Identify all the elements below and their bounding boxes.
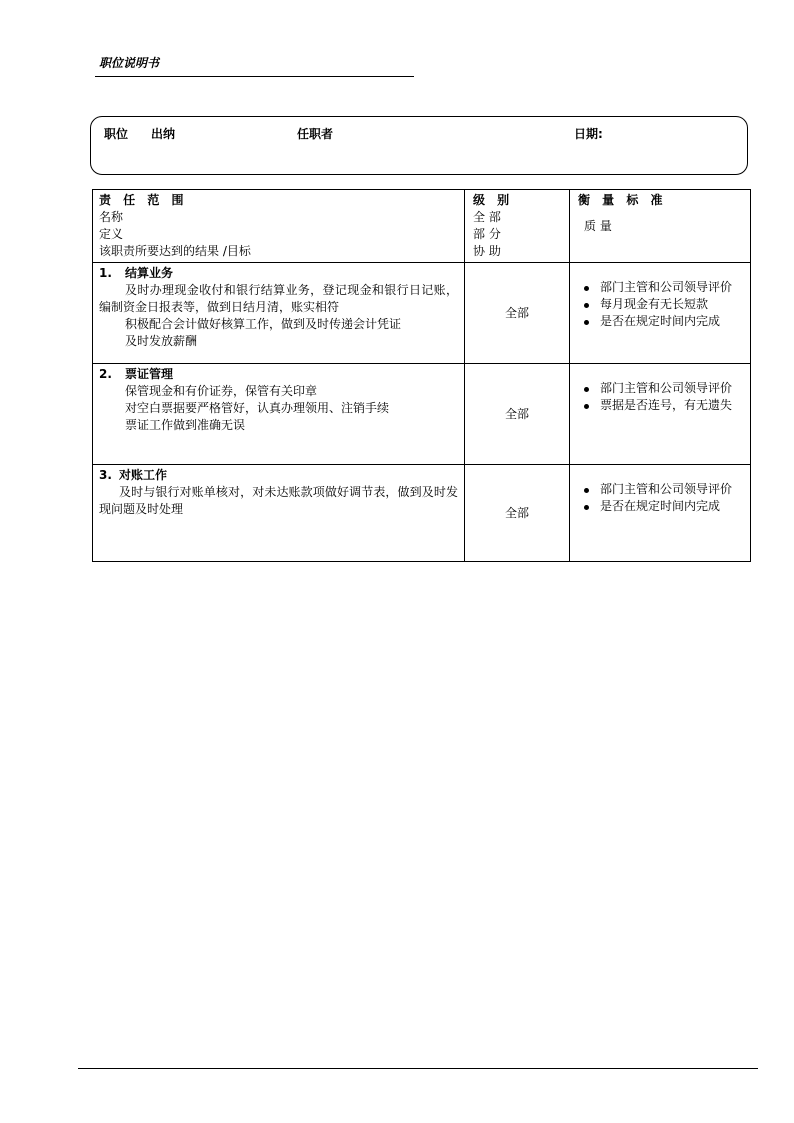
scope-cell	[93, 364, 465, 465]
list-item: 是否在规定时间内完成	[576, 498, 744, 515]
level-sub-assist: 协 助	[473, 244, 501, 258]
position-value: 出纳	[151, 127, 176, 141]
table-row	[93, 263, 751, 364]
level-cell: 全部	[465, 465, 570, 562]
scope-cell	[93, 263, 465, 364]
level-sub-part: 部 分	[473, 227, 501, 241]
date-label: 日期:	[574, 127, 603, 141]
item-line: 票证工作做到准确无误	[125, 418, 246, 432]
item-line: 及时与银行对账单核对，对未达账款项做好调节表，做到及时发现问题及时处理	[99, 485, 458, 516]
scope-heading: 责 任 范 围	[99, 193, 188, 207]
level-heading: 级 别	[473, 193, 514, 207]
item-title: 1. 结算业务	[99, 266, 174, 280]
level-cell: 全部	[465, 263, 570, 364]
table-row	[93, 465, 751, 562]
level-cell: 全部	[465, 364, 570, 465]
header-cell-level	[465, 190, 570, 263]
header-cell-scope	[93, 190, 465, 263]
item-line: 及时发放薪酬	[125, 334, 198, 348]
list-item: 部门主管和公司领导评价	[576, 279, 744, 296]
item-title: 3. 对账工作	[99, 468, 168, 482]
level-sub-all: 全 部	[473, 210, 501, 224]
list-item: 部门主管和公司领导评价	[576, 380, 744, 397]
header-cell-standard	[570, 190, 751, 263]
scope-sub-name: 名称	[99, 210, 124, 224]
scope-cell	[93, 465, 465, 562]
scope-sub-definition: 定义	[99, 227, 124, 241]
job-info-box	[90, 116, 748, 175]
responsibility-table	[92, 189, 751, 562]
item-title: 2. 票证管理	[99, 367, 174, 381]
standard-list	[576, 265, 744, 330]
footer-rule	[78, 1068, 758, 1069]
table-header-row	[93, 190, 751, 263]
standard-heading: 衡 量 标 准	[578, 193, 667, 207]
list-item: 是否在规定时间内完成	[576, 313, 744, 330]
standard-cell	[570, 364, 751, 465]
header-rule	[95, 76, 414, 77]
standard-list	[576, 366, 744, 414]
item-line: 及时办理现金收付和银行结算业务，登记现金和银行日记账，编制资金日报表等，做到日结月清，账实相符	[99, 283, 458, 314]
list-item: 票据是否连号，有无遗失	[576, 397, 744, 414]
list-item: 部门主管和公司领导评价	[576, 481, 744, 498]
standard-list	[576, 467, 744, 515]
item-line: 对空白票据要严格管好，认真办理领用、注销手续	[125, 401, 390, 415]
standard-cell	[570, 263, 751, 364]
table-row	[93, 364, 751, 465]
document-title: 职位说明书	[99, 56, 160, 70]
holder-label: 任职者	[297, 127, 334, 141]
position-label: 职位	[104, 127, 129, 141]
scope-sub-goal: 该职责所要达到的结果 /目标	[99, 244, 251, 258]
list-item: 每月现金有无长短款	[576, 296, 744, 313]
standard-sub-quality: 质 量	[584, 219, 612, 233]
item-line: 积极配合会计做好核算工作，做到及时传递会计凭证	[125, 317, 402, 331]
item-line: 保管现金和有价证券，保管有关印章	[125, 384, 318, 398]
standard-cell	[570, 465, 751, 562]
